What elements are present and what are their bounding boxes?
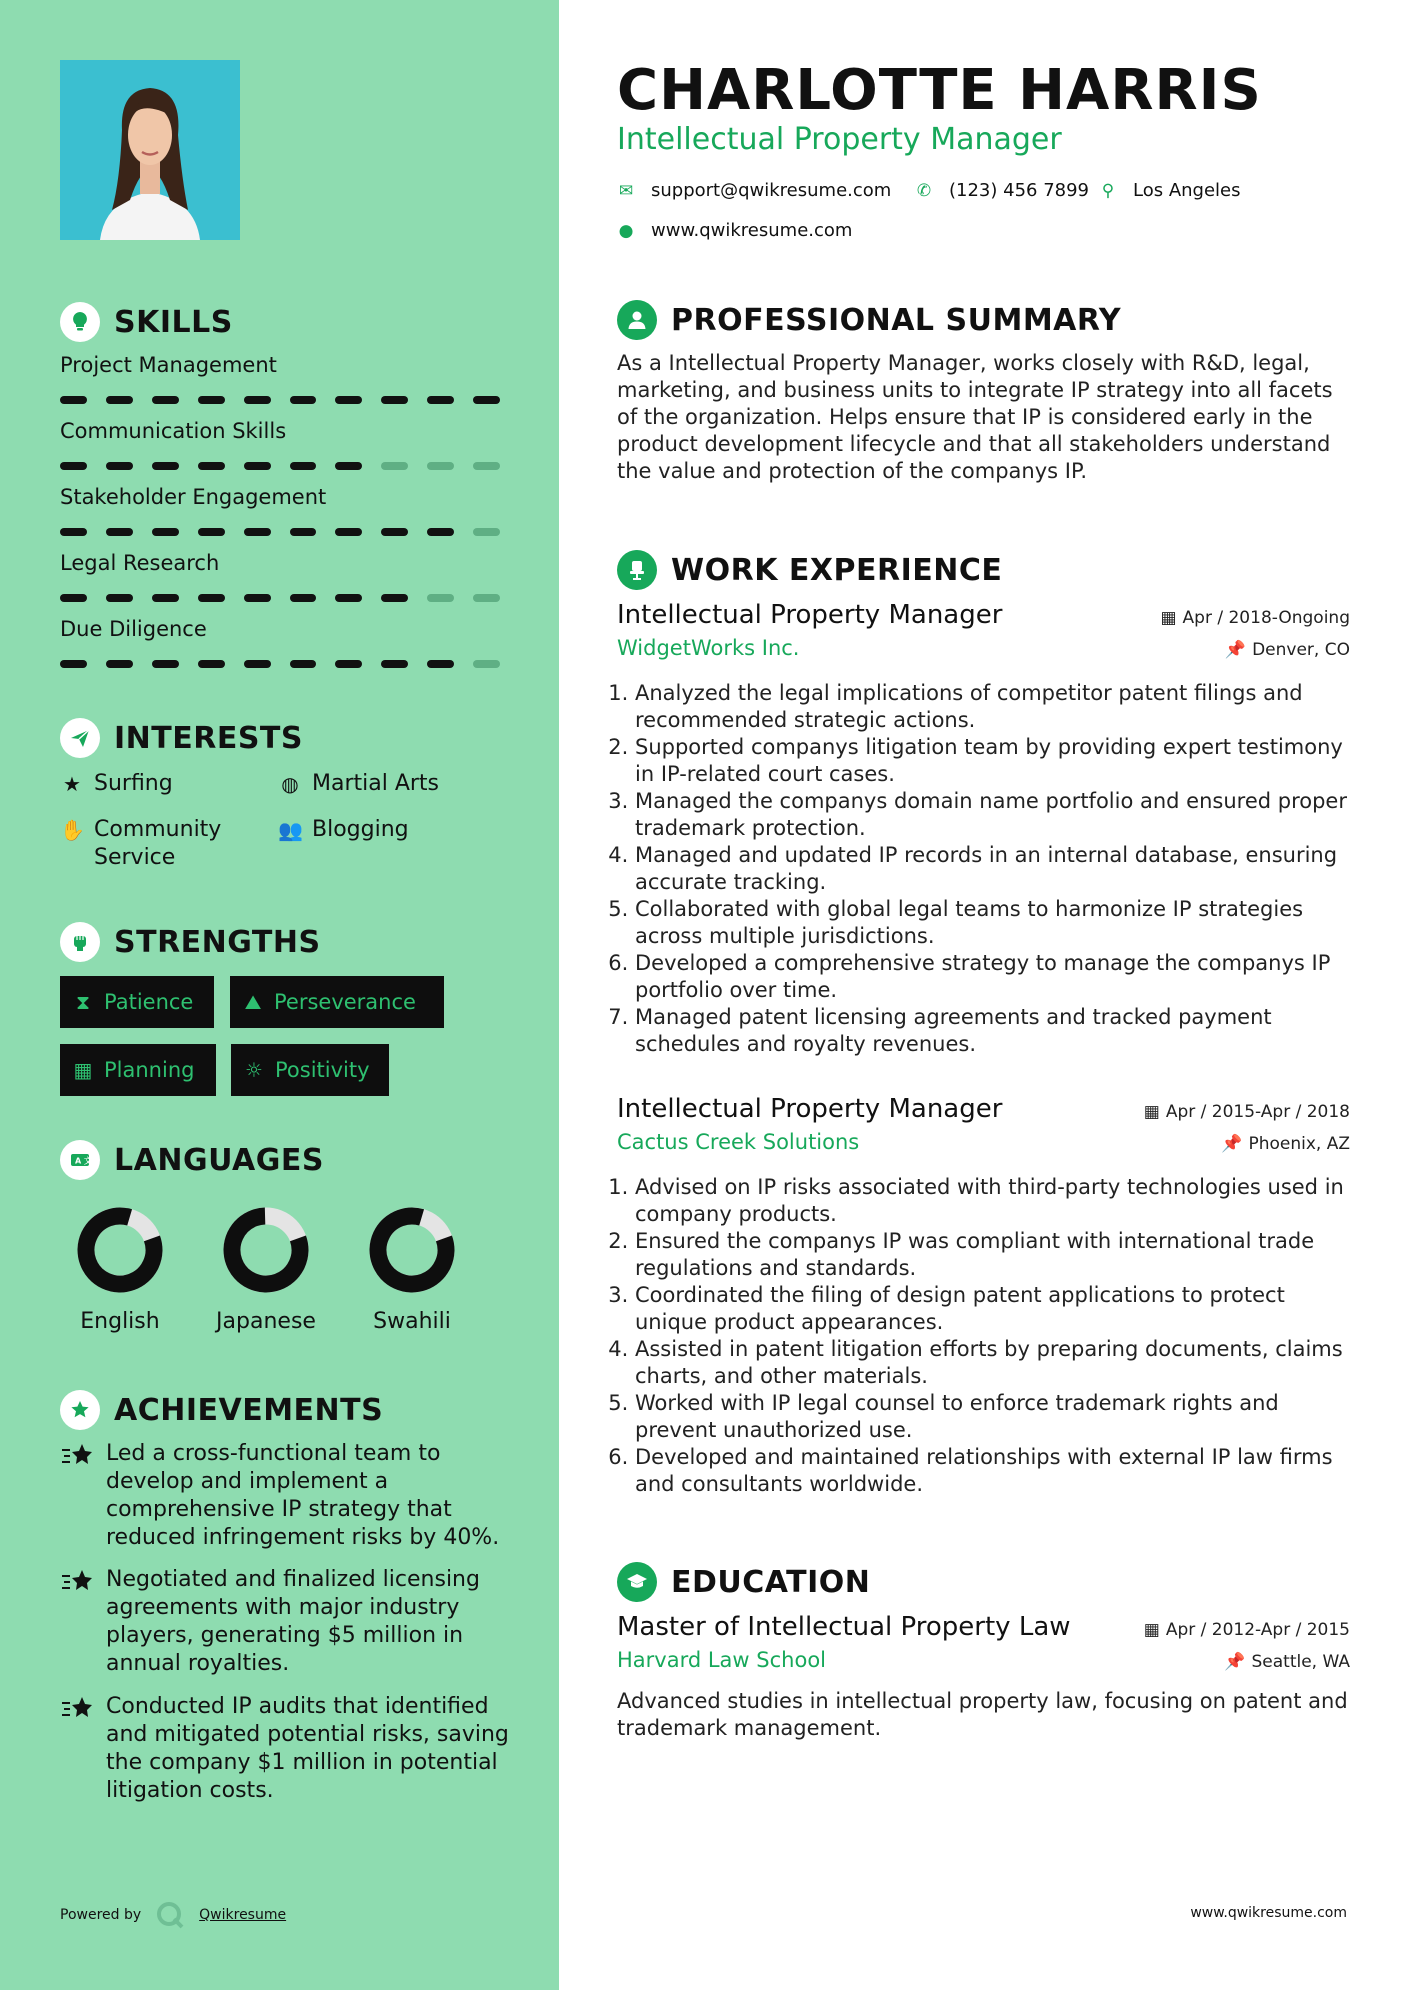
globe-icon: ● bbox=[618, 220, 634, 241]
skill-level-dash bbox=[106, 660, 133, 668]
interests-heading: INTERESTS bbox=[60, 718, 303, 758]
job-location: 📌 Denver, CO bbox=[1224, 640, 1350, 660]
contact-phone: ✆ (123) 456 7899 bbox=[916, 180, 1090, 201]
website-link[interactable]: www.qwikresume.com bbox=[651, 220, 853, 241]
language-ring-fill bbox=[76, 1206, 163, 1293]
star-burst-icon bbox=[60, 1440, 96, 1470]
skill-level-dash bbox=[335, 396, 362, 404]
skill-level-dash bbox=[427, 462, 454, 470]
achievement-item: Negotiated and finalized licensing agreements with major industry players, generating $5 million in annual royalties. bbox=[60, 1566, 510, 1678]
job-date: ▦ Apr / 2015-Apr / 2018 bbox=[1143, 1102, 1350, 1122]
language-ring-fill bbox=[368, 1206, 455, 1293]
education-entry bbox=[617, 1612, 1350, 1742]
job-bullet: 1. Analyzed the legal implications of competitor patent filings and recommended strategic actions. bbox=[635, 680, 1350, 734]
star-icon: ★ bbox=[63, 772, 81, 796]
skill-level-dash bbox=[198, 594, 225, 602]
interest-item: ◍ Martial Arts bbox=[278, 770, 482, 798]
skill-level-dash bbox=[244, 462, 271, 470]
skill-label: Stakeholder Engagement bbox=[60, 485, 327, 509]
contact-location: ⚲ Los Angeles bbox=[1099, 180, 1241, 201]
skill-level-dash bbox=[244, 396, 271, 404]
language-ring bbox=[75, 1205, 165, 1295]
skill-level-dash bbox=[60, 594, 87, 602]
job-bullet: 3. Coordinated the filing of design patent applications to protect unique product appearances. bbox=[635, 1282, 1350, 1336]
job-bullet: 3. Managed the companys domain name portfolio and ensured proper trademark protection. bbox=[635, 788, 1350, 842]
job-location: 📌 Phoenix, AZ bbox=[1221, 1134, 1350, 1154]
languages-heading: A 文 LANGUAGES bbox=[60, 1140, 324, 1180]
skill-level-dash bbox=[290, 462, 317, 470]
skill-level-dash bbox=[473, 594, 500, 602]
interest-item: 👥 Blogging bbox=[278, 817, 409, 842]
skill-level-dash bbox=[290, 396, 317, 404]
globe-icon: ◍ bbox=[281, 772, 299, 796]
strength-tag: ▦ Planning bbox=[60, 1044, 216, 1096]
skill-level-dash bbox=[152, 462, 179, 470]
email-link[interactable]: support@qwikresume.com bbox=[651, 180, 892, 201]
contact-email bbox=[617, 180, 891, 201]
qwikresume-logo-icon bbox=[155, 1900, 185, 1930]
job-bullet: 1. Advised on IP risks associated with third-party technologies used in company products. bbox=[635, 1174, 1350, 1228]
skill-level-dash bbox=[198, 462, 225, 470]
job-bullets bbox=[617, 680, 1350, 1058]
skill-level-dash bbox=[473, 396, 500, 404]
fist-icon bbox=[60, 922, 100, 962]
paper-plane-icon bbox=[60, 718, 100, 758]
skill-level-dash bbox=[152, 396, 179, 404]
job-bullet: 7. Managed patent licensing agreements and tracked payment schedules and royalty revenues. bbox=[635, 1004, 1350, 1058]
calendar-icon: ▦ bbox=[1160, 608, 1177, 628]
hand-icon: ✋ bbox=[60, 818, 85, 842]
strength-tag: ☼ Positivity bbox=[231, 1044, 389, 1096]
lightbulb-icon bbox=[60, 302, 100, 342]
job-bullet: 2. Supported companys litigation team by providing expert testimony in IP-related court cases. bbox=[635, 734, 1350, 788]
job-bullet: 5. Collaborated with global legal teams to harmonize IP strategies across multiple jurisdictions. bbox=[635, 896, 1350, 950]
skill-level-bar bbox=[60, 462, 500, 470]
skill-level-dash bbox=[427, 528, 454, 536]
map-pin-icon: ⚲ bbox=[1101, 180, 1115, 201]
skill-level-dash bbox=[106, 462, 133, 470]
job-bullet: 6. Developed a comprehensive strategy to manage the companys IP portfolio over time. bbox=[635, 950, 1350, 1004]
skill-level-dash bbox=[198, 396, 225, 404]
skill-level-dash bbox=[381, 660, 408, 668]
strengths-heading: STRENGTHS bbox=[60, 922, 321, 962]
achievement-item: Led a cross-functional team to develop and implement a comprehensive IP strategy that reduced infringement risks by 40%. bbox=[60, 1440, 510, 1552]
profile-photo bbox=[60, 60, 240, 240]
user-icon bbox=[617, 300, 657, 340]
footer-url[interactable]: www.qwikresume.com bbox=[1190, 1905, 1347, 1921]
degree-title: Master of Intellectual Property Law bbox=[617, 1612, 1071, 1642]
skill-level-dash bbox=[198, 660, 225, 668]
skill-level-dash bbox=[335, 462, 362, 470]
job-title: Intellectual Property Manager bbox=[617, 1094, 1003, 1124]
calendar-icon: ▦ bbox=[1143, 1102, 1160, 1122]
skill-level-dash bbox=[244, 528, 271, 536]
powered-by: Powered by Qwikresume bbox=[60, 1900, 286, 1930]
skill-level-dash bbox=[60, 462, 87, 470]
skill-level-dash bbox=[290, 528, 317, 536]
sun-icon: ☼ bbox=[245, 1058, 263, 1082]
school-name: Harvard Law School bbox=[617, 1648, 826, 1672]
phone-icon: ✆ bbox=[916, 180, 932, 201]
skill-item bbox=[60, 614, 500, 668]
job-bullet: 4. Managed and updated IP records in an internal database, ensuring accurate tracking. bbox=[635, 842, 1350, 896]
language-item: Japanese bbox=[196, 1205, 336, 1334]
skill-item bbox=[60, 548, 500, 602]
job-bullet: 5. Worked with IP legal counsel to enforce trademark rights and prevent unauthorized use. bbox=[635, 1390, 1350, 1444]
skill-level-dash bbox=[381, 396, 408, 404]
experience-heading: WORK EXPERIENCE bbox=[617, 550, 1002, 590]
skill-level-dash bbox=[60, 528, 87, 536]
education-location: 📌 Seattle, WA bbox=[1224, 1652, 1350, 1672]
star-burst-icon bbox=[60, 1693, 96, 1723]
job-company: Cactus Creek Solutions bbox=[617, 1130, 860, 1154]
skill-level-dash bbox=[152, 528, 179, 536]
language-ring bbox=[221, 1205, 311, 1295]
graduation-cap-icon bbox=[617, 1562, 657, 1602]
job-bullets bbox=[617, 1174, 1350, 1498]
skill-level-bar bbox=[60, 528, 500, 536]
skill-level-dash bbox=[335, 528, 362, 536]
skill-level-dash bbox=[244, 660, 271, 668]
skill-level-bar bbox=[60, 660, 500, 668]
achievement-item: Conducted IP audits that identified and mitigated potential risks, saving the company $1 million in potential litigation costs. bbox=[60, 1693, 510, 1805]
education-date: ▦ Apr / 2012-Apr / 2015 bbox=[1143, 1620, 1350, 1640]
skill-level-bar bbox=[60, 594, 500, 602]
skill-level-dash bbox=[244, 594, 271, 602]
job-date: ▦ Apr / 2018-Ongoing bbox=[1160, 608, 1350, 628]
job-bullet: 2. Ensured the companys IP was compliant with international trade regulations and standards. bbox=[635, 1228, 1350, 1282]
qwikresume-link[interactable]: Qwikresume bbox=[199, 1907, 287, 1923]
language-ring bbox=[367, 1205, 457, 1295]
skill-level-dash bbox=[60, 396, 87, 404]
skill-level-dash bbox=[152, 594, 179, 602]
skill-level-dash bbox=[427, 396, 454, 404]
job-bullet: 6. Developed and maintained relationships with external IP law firms and consultants worldwide. bbox=[635, 1444, 1350, 1498]
strength-tag: ⛰ Perseverance bbox=[230, 976, 444, 1028]
interest-item: ✋ Community Service bbox=[60, 817, 222, 870]
office-chair-icon bbox=[617, 550, 657, 590]
skill-level-dash bbox=[290, 594, 317, 602]
skill-level-dash bbox=[473, 528, 500, 536]
skill-level-dash bbox=[152, 660, 179, 668]
education-description: Advanced studies in intellectual property law, focusing on patent and trademark management. bbox=[617, 1689, 1348, 1740]
candidate-name: CHARLOTTE HARRIS bbox=[617, 58, 1262, 123]
skill-level-dash bbox=[381, 462, 408, 470]
users-icon: 👥 bbox=[278, 818, 303, 842]
road-icon: ⛰ bbox=[244, 990, 262, 1014]
language-item: Swahili bbox=[342, 1205, 482, 1334]
contact-website bbox=[617, 220, 852, 241]
skill-item bbox=[60, 350, 500, 404]
skill-level-dash bbox=[198, 528, 225, 536]
skill-level-dash bbox=[473, 462, 500, 470]
award-star-icon bbox=[60, 1390, 100, 1430]
job-bullet: 4. Assisted in patent litigation efforts by preparing documents, claims charts, and other materials. bbox=[635, 1336, 1350, 1390]
hourglass-icon: ⧗ bbox=[75, 990, 91, 1014]
skill-level-dash bbox=[427, 660, 454, 668]
skill-level-dash bbox=[106, 528, 133, 536]
envelope-icon: ✉ bbox=[618, 180, 634, 201]
candidate-role: Intellectual Property Manager bbox=[617, 122, 1062, 157]
language-icon bbox=[60, 1140, 100, 1180]
calendar-icon: ▦ bbox=[1143, 1620, 1160, 1640]
skill-level-dash bbox=[473, 660, 500, 668]
summary-text: As a Intellectual Property Manager, works closely with R&D, legal, marketing, and business units to integrate IP strategy into all facets of the organization. Helps ensure that IP is considered early in the product development lifecycle and that all stakeholders understand the value and protection of the companys IP. bbox=[617, 351, 1333, 483]
skill-level-dash bbox=[106, 396, 133, 404]
job-title: Intellectual Property Manager bbox=[617, 600, 1003, 630]
calendar-icon: ▦ bbox=[73, 1058, 93, 1082]
skill-level-dash bbox=[60, 660, 87, 668]
skill-label: Project Management bbox=[60, 353, 277, 377]
sidebar bbox=[0, 0, 559, 1990]
svg-text:A 文: A 文 bbox=[75, 1156, 92, 1166]
achievements-heading: ACHIEVEMENTS bbox=[60, 1390, 383, 1430]
skill-label: Communication Skills bbox=[60, 419, 287, 443]
skill-item bbox=[60, 482, 500, 536]
skill-item bbox=[60, 416, 500, 470]
skill-level-dash bbox=[335, 594, 362, 602]
pin-icon: 📌 bbox=[1221, 1134, 1243, 1154]
skill-label: Legal Research bbox=[60, 551, 220, 575]
skill-level-dash bbox=[335, 660, 362, 668]
skill-level-dash bbox=[381, 528, 408, 536]
star-burst-icon bbox=[60, 1566, 96, 1596]
strength-tag: ⧗ Patience bbox=[60, 976, 214, 1028]
job-company: WidgetWorks Inc. bbox=[617, 636, 800, 660]
skill-label: Due Diligence bbox=[60, 617, 207, 641]
job-entry bbox=[617, 1094, 1350, 1498]
language-item: English bbox=[50, 1205, 190, 1334]
pin-icon: 📌 bbox=[1224, 640, 1247, 660]
skill-level-bar bbox=[60, 396, 500, 404]
skill-level-dash bbox=[427, 594, 454, 602]
skill-level-dash bbox=[106, 594, 133, 602]
job-entry bbox=[617, 600, 1350, 1058]
summary-heading: PROFESSIONAL SUMMARY bbox=[617, 300, 1121, 340]
interest-item: ★ Surfing bbox=[60, 770, 264, 798]
skills-heading: SKILLS bbox=[60, 302, 233, 342]
skill-level-dash bbox=[381, 594, 408, 602]
education-heading: EDUCATION bbox=[617, 1562, 870, 1602]
skill-level-dash bbox=[290, 660, 317, 668]
pin-icon: 📌 bbox=[1224, 1652, 1246, 1672]
